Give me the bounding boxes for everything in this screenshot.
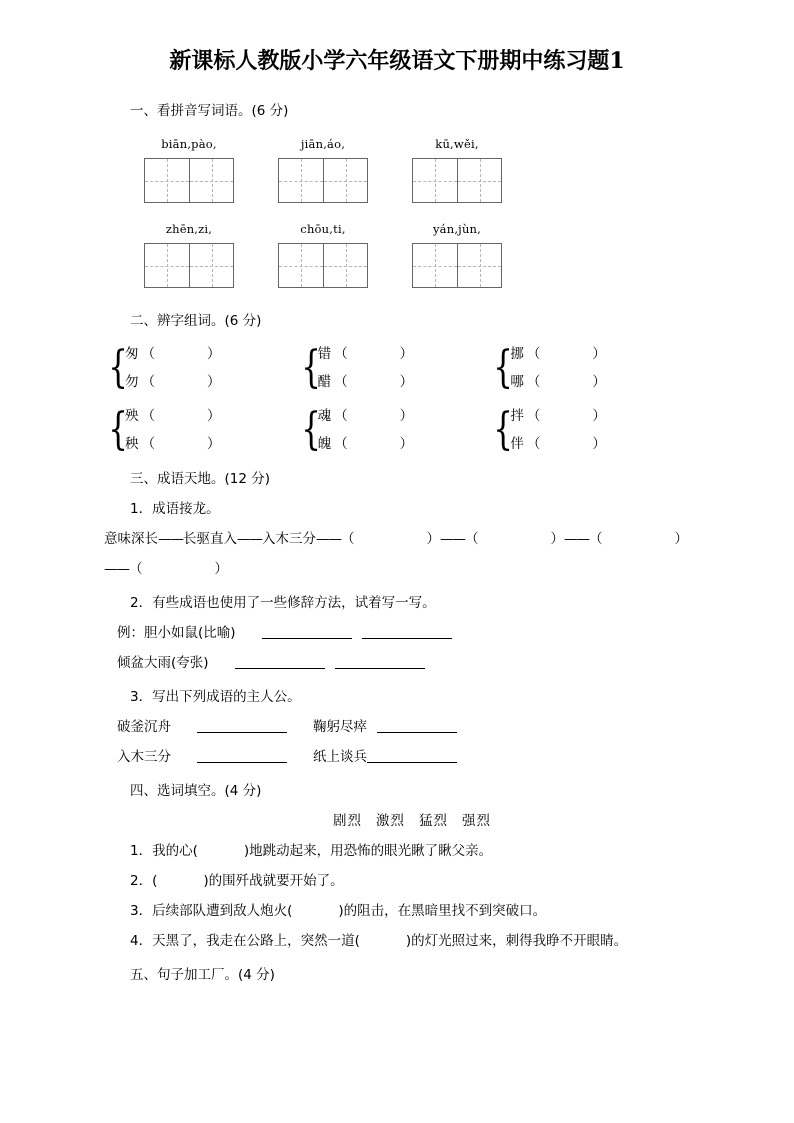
tianzige-box[interactable] (278, 243, 368, 288)
rhetoric-prompt: 倾盆大雨(夸张) (117, 655, 209, 671)
idiom-label: 纸上谈兵 (313, 749, 367, 765)
paren-close: ） (207, 408, 221, 424)
char-pair-item[interactable] (510, 368, 606, 396)
chain-dash: —— (237, 531, 262, 547)
question-3-3-label: 3．写出下列成语的主人公。 (130, 689, 301, 705)
tianzige-cell[interactable] (279, 244, 323, 287)
paren-close: ） (592, 346, 606, 362)
question-3-1-label: 1．成语接龙。 (130, 501, 220, 517)
char-pair-items (510, 340, 606, 396)
char-glyph: 哪 (510, 374, 524, 390)
paren-open: （ (465, 531, 479, 547)
paren-close: ） (214, 561, 228, 577)
rhetoric-item-2 (104, 648, 690, 678)
question-number: 2． (130, 873, 153, 889)
char-pair-group (493, 402, 690, 458)
left-brace-icon: { (300, 342, 321, 393)
idiom-blank-slot[interactable] (341, 524, 440, 554)
chain-dash: —— (104, 561, 129, 577)
paren-open: （ (129, 561, 143, 577)
paren-close: ） (207, 436, 221, 452)
idiom-given: 意味深长 (104, 531, 158, 547)
cloze-question-4 (104, 926, 690, 956)
paren-close: ） (592, 374, 606, 390)
question-text-before: 我的心( (152, 843, 198, 859)
word-bank-option[interactable]: 强烈 (462, 813, 491, 829)
char-pair-items (318, 402, 414, 458)
pinyin-label: chōu,ti, (300, 222, 346, 236)
cloze-question-3 (104, 896, 690, 926)
char-pair-item[interactable] (318, 430, 414, 458)
tianzige-cell[interactable] (279, 159, 323, 202)
question-text-after: )的阻击，在黑暗里找不到突破口。 (338, 903, 547, 919)
protagonist-row-1 (104, 712, 690, 742)
tianzige-cell[interactable] (457, 244, 501, 287)
answer-blank[interactable] (377, 718, 457, 733)
paren-open: （ (334, 346, 348, 362)
answer-blank[interactable] (367, 748, 457, 763)
idiom-blank-slot[interactable] (465, 524, 564, 554)
char-glyph: 错 (317, 346, 332, 362)
question-text-after: )的灯光照过来，刺得我睁不开眼睛。 (405, 933, 628, 949)
char-pair-group (300, 402, 498, 458)
char-glyph: 匆 (125, 346, 139, 362)
tianzige-cell[interactable] (189, 244, 233, 287)
section-heading-4: 四、选词填空。(4 分) (130, 783, 262, 799)
char-pair-item[interactable] (125, 430, 221, 458)
paren-close: ） (399, 374, 414, 390)
worksheet-body (104, 96, 690, 990)
idiom-label: 鞠躬尽瘁 (313, 719, 367, 735)
paren-close: ） (592, 408, 606, 424)
tianzige-cell[interactable] (189, 159, 233, 202)
word-bank-option[interactable]: 剧烈 (333, 813, 362, 829)
paren-close: ） (207, 374, 221, 390)
paren-open: （ (141, 436, 155, 452)
tianzige-cell[interactable] (413, 159, 457, 202)
question-text-after: )地跳动起来，用恐怖的眼光瞅了瞅父亲。 (243, 843, 493, 859)
char-pair-row-2 (104, 402, 690, 458)
question-3-2-label: 2．有些成语也使用了一些修辞方法，试着写一写。 (130, 595, 436, 611)
rhetoric-prompt: 例：胆小如鼠(比喻) (117, 625, 236, 641)
paren-close: ） (207, 346, 221, 362)
tianzige-row-1 (104, 158, 690, 203)
char-pair-group (300, 340, 498, 396)
char-glyph: 魂 (317, 408, 332, 424)
pinyin-label: kū,wěi, (435, 137, 479, 151)
tianzige-cell[interactable] (145, 244, 189, 287)
paren-open: （ (589, 531, 603, 547)
char-pair-items (125, 402, 221, 458)
char-pair-item[interactable] (318, 340, 414, 368)
pinyin-row-1 (104, 132, 690, 156)
protagonist-row-2 (104, 742, 690, 772)
chain-dash: —— (440, 531, 465, 547)
paren-open: （ (526, 408, 541, 424)
char-pair-row-1 (104, 340, 690, 396)
answer-blank[interactable] (197, 748, 287, 763)
question-number: 3． (130, 903, 153, 919)
pinyin-section (104, 132, 690, 288)
word-bank-option[interactable]: 猛烈 (419, 813, 448, 829)
question-text-before: 后续部队遭到敌人炮火( (152, 903, 293, 919)
char-pair-item[interactable] (318, 368, 414, 396)
paren-close: ） (592, 436, 606, 452)
paren-open: （ (334, 436, 348, 452)
pinyin-row-2 (104, 217, 690, 241)
paren-open: （ (141, 346, 155, 362)
word-bank-option[interactable]: 激烈 (376, 813, 405, 829)
pinyin-label: zhēn,zi, (165, 222, 213, 236)
char-pair-items (318, 340, 414, 396)
tianzige-cell[interactable] (457, 159, 501, 202)
section-heading-2: 二、辨字组词。(6 分) (130, 313, 262, 329)
tianzige-box[interactable] (144, 243, 234, 288)
idiom-given: 长驱直入 (183, 531, 237, 547)
section-heading-5: 五、句子加工厂。(4 分) (130, 967, 275, 983)
paren-close: ） (426, 531, 440, 547)
char-pair-items (125, 340, 221, 396)
char-pair-item[interactable] (125, 340, 221, 368)
section-heading-1: 一、看拼音写词语。(6 分) (130, 103, 289, 119)
pinyin-label: yán,jùn, (432, 222, 482, 236)
tianzige-cell[interactable] (323, 159, 367, 202)
char-pair-item[interactable] (125, 368, 221, 396)
chain-dash: —— (564, 531, 589, 547)
char-pair-item[interactable] (510, 340, 606, 368)
left-brace-icon: { (300, 404, 321, 455)
paren-open: （ (334, 408, 348, 424)
tianzige-box[interactable] (412, 243, 502, 288)
char-glyph: 挪 (510, 346, 524, 362)
paren-open: （ (526, 374, 541, 390)
left-brace-icon: { (108, 342, 128, 393)
char-glyph: 魄 (317, 436, 332, 452)
paren-close: ） (399, 408, 414, 424)
paren-close: ） (550, 531, 564, 547)
char-pair-item[interactable] (318, 402, 414, 430)
cloze-question-2 (104, 866, 690, 896)
word-bank (104, 806, 690, 836)
idiom-label: 破釜沉舟 (117, 719, 171, 735)
char-pair-group (108, 402, 305, 458)
paren-close: ） (674, 531, 688, 547)
section-heading-3: 三、成语天地。(12 分) (130, 471, 271, 487)
char-glyph: 秧 (125, 436, 139, 452)
question-text-after: )的围歼战就要开始了。 (203, 873, 344, 889)
char-pairs-section (104, 340, 690, 458)
char-pair-items (510, 402, 606, 458)
char-pair-item[interactable] (510, 402, 606, 430)
idiom-given: 入木三分 (262, 531, 316, 547)
idiom-label: 入木三分 (117, 749, 171, 765)
tianzige-box[interactable] (278, 158, 368, 203)
idiom-chain (104, 524, 690, 584)
question-text-before: ( (152, 873, 158, 889)
answer-blank[interactable] (335, 654, 425, 669)
pinyin-label: jiān,áo, (300, 137, 346, 151)
tianzige-cell[interactable] (413, 244, 457, 287)
tianzige-row-2 (104, 243, 690, 288)
question-number: 1． (130, 843, 153, 859)
char-glyph: 殃 (125, 408, 139, 424)
tianzige-box[interactable] (412, 158, 502, 203)
char-pair-group (108, 340, 305, 396)
char-glyph: 拌 (510, 408, 524, 424)
answer-blank[interactable] (362, 624, 452, 639)
left-brace-icon: { (493, 342, 514, 393)
paren-open: （ (526, 436, 541, 452)
char-pair-item[interactable] (125, 402, 221, 430)
rhetoric-item-1 (104, 618, 690, 648)
answer-blank[interactable] (197, 718, 287, 733)
question-number: 4． (130, 933, 153, 949)
answer-blank[interactable] (262, 624, 352, 639)
idiom-blank-slot[interactable] (129, 554, 228, 584)
paren-open: （ (334, 374, 348, 390)
paren-close: ） (399, 346, 414, 362)
char-pair-group (493, 340, 690, 396)
char-glyph: 醋 (317, 374, 332, 390)
tianzige-cell[interactable] (323, 244, 367, 287)
char-glyph: 勿 (125, 374, 139, 390)
page-title: 新课标人教版小学六年级语文下册期中练习题1 (169, 48, 625, 74)
char-pair-item[interactable] (510, 430, 606, 458)
paren-open: （ (341, 531, 355, 547)
tianzige-box[interactable] (144, 158, 234, 203)
tianzige-cell[interactable] (145, 159, 189, 202)
chain-dash: —— (316, 531, 341, 547)
left-brace-icon: { (108, 404, 128, 455)
cloze-question-1 (104, 836, 690, 866)
left-brace-icon: { (493, 404, 514, 455)
char-glyph: 伴 (510, 436, 524, 452)
pinyin-label: biān,pào, (161, 137, 217, 151)
answer-blank[interactable] (235, 654, 325, 669)
paren-open: （ (141, 374, 155, 390)
question-text-before: 天黑了，我走在公路上，突然一道( (152, 933, 360, 949)
paren-open: （ (141, 408, 155, 424)
chain-dash: —— (158, 531, 183, 547)
paren-close: ） (399, 436, 414, 452)
paren-open: （ (526, 346, 541, 362)
idiom-blank-slot[interactable] (589, 524, 688, 554)
